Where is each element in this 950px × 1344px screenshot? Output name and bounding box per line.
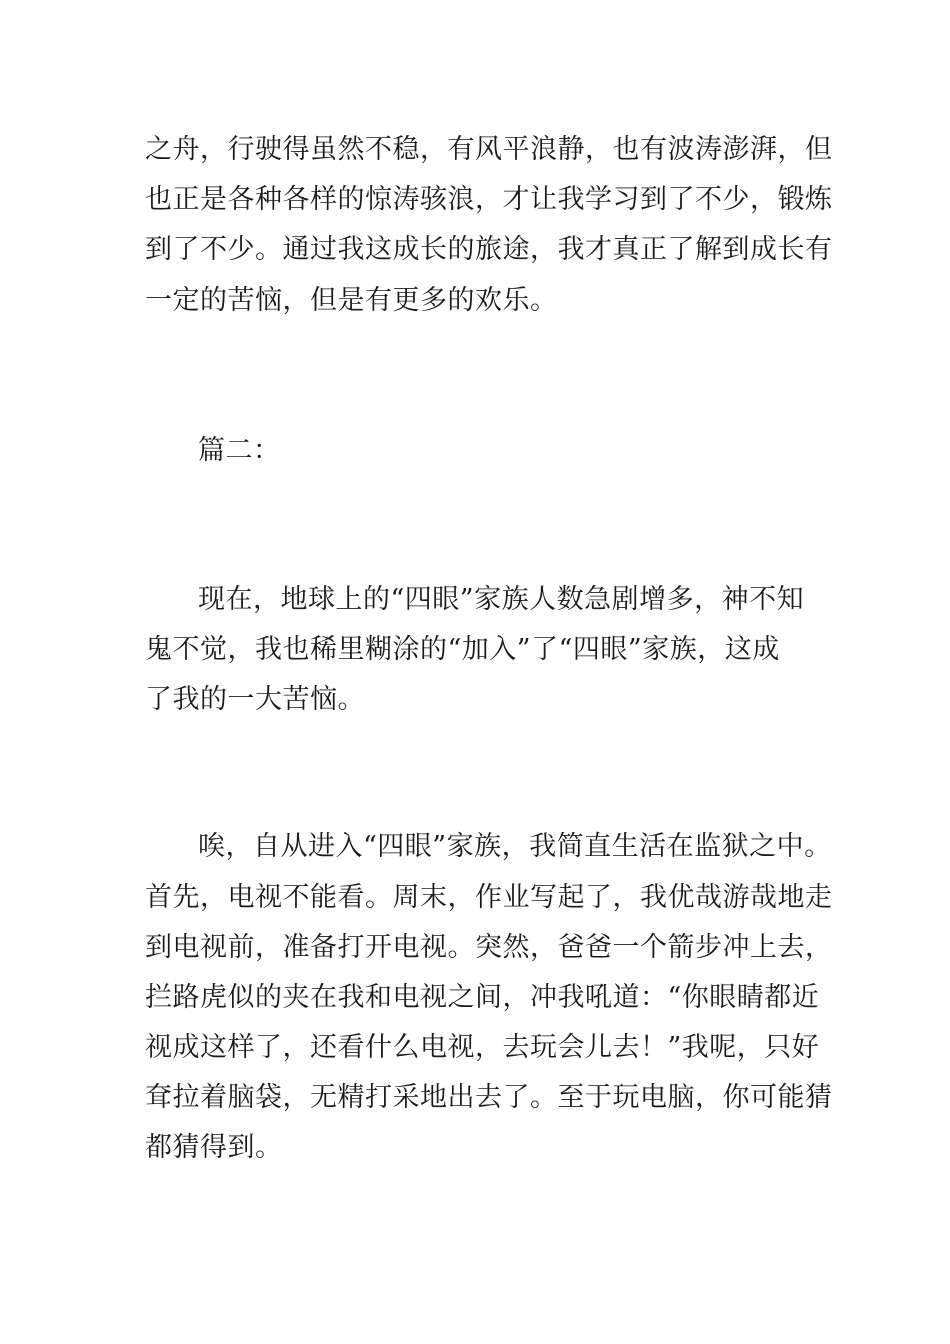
paragraph-line: 现在，地球上的“四眼”家族人数急剧增多，神不知 (198, 584, 805, 615)
paragraph-line: 视成这样了，还看什么电视，去玩会儿去！”我呢，只好 (145, 1032, 820, 1063)
paragraph-line: 拦路虎似的夹在我和电视之间，冲我吼道：“你眼睛都近 (145, 982, 820, 1013)
paragraph-line: 首先，电视不能看。周末，作业写起了，我优哉游哉地走 (145, 882, 833, 913)
paragraph-line: 之舟，行驶得虽然不稳，有风平浪静，也有波涛澎湃，但 (145, 134, 833, 165)
paragraph-line: 了我的一大苦恼。 (145, 684, 365, 715)
paragraph-line: 都猜得到。 (145, 1132, 283, 1163)
paragraph-line: 也正是各种各样的惊涛骇浪，才让我学习到了不少，锻炼 (145, 184, 833, 215)
paragraph-line: 一定的苦恼，但是有更多的欢乐。 (145, 285, 558, 316)
paragraph-line: 鬼不觉，我也稀里糊涂的“加入”了“四眼”家族，这成 (145, 634, 780, 665)
paragraph-line: 到了不少。通过我这成长的旅途，我才真正了解到成长有 (145, 234, 833, 265)
section-heading: 篇二： (198, 435, 281, 466)
paragraph-line: 耷拉着脑袋，无精打采地出去了。至于玩电脑，你可能猜 (145, 1082, 833, 1113)
paragraph-line: 唉，自从进入“四眼”家族，我简直生活在监狱之中。 (198, 831, 832, 862)
paragraph-line: 到电视前，准备打开电视。突然，爸爸一个箭步冲上去， (145, 932, 833, 963)
